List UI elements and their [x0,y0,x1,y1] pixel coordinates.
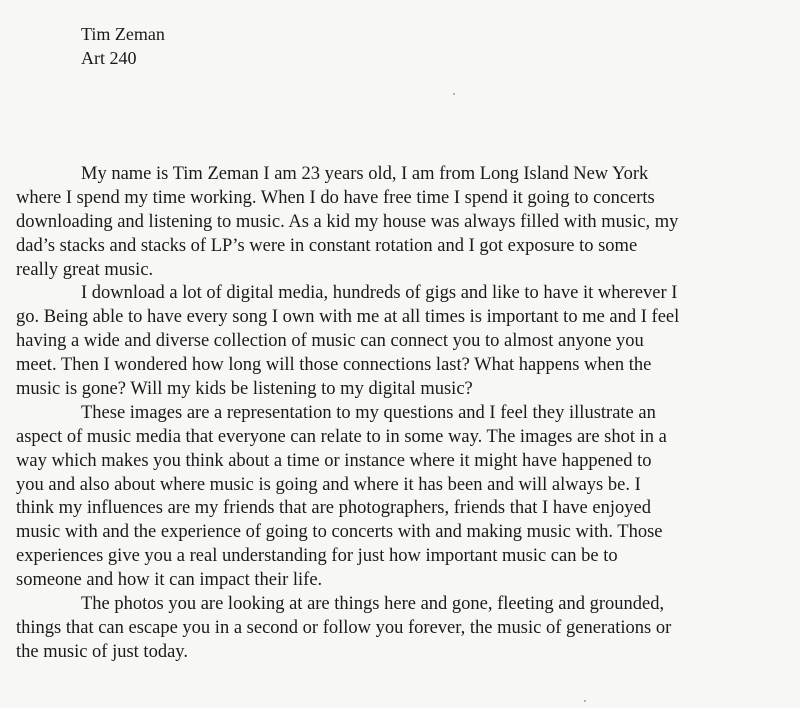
course-name: Art 240 [81,48,137,68]
author-name: Tim Zeman [81,24,165,44]
text-line: music is gone? Will my kids be listening to my digital music? [16,379,473,400]
text-line: having a wide and diverse collection of music can connect you to almost anyone you [16,331,644,352]
text-line: go. Being able to have every song I own with me at all times is important to me and I feel [16,307,680,328]
text-line: dad’s stacks and stacks of LP’s were in constant rotation and I got exposure to some [16,235,638,256]
text-line: someone and how it can impact their life. [16,570,323,591]
text-line: My name is Tim Zeman I am 23 years old, I am from Long Island New York [81,164,649,184]
text-line: music with and the experience of going to concerts with and making music with. Those [16,522,663,543]
scan-speck [584,700,586,702]
text-line: where I spend my time working. When I do have free time I spend it going to concerts [16,187,655,208]
text-line: you and also about where music is going and where it has been and will always be. I [16,474,641,495]
text-line: The photos you are looking at are things here and gone, fleeting and grounded, [81,594,665,615]
text-line: aspect of music media that everyone can relate to in some way. The images are shot in a [16,426,667,447]
text-line: way which makes you think about a time or instance where it might have happened to [16,450,652,471]
document-header [81,22,165,70]
text-line: things that can escape you in a second or follow you forever, the music of generations or [16,617,672,638]
text-line: think my influences are my friends that are photographers, friends that I have enjoyed [16,498,651,519]
text-line: meet. Then I wondered how long will those connections last? What happens when the [16,355,652,376]
text-line: experiences give you a real understanding for just how important music can be to [16,546,618,567]
essay-body [16,163,796,665]
scan-speck [453,93,455,95]
text-line: downloading and listening to music. As a kid my house was always filled with music, my [16,211,679,232]
text-line: the music of just today. [16,641,188,662]
text-line: These images are a representation to my questions and I feel they illustrate an [81,402,656,423]
text-line: I download a lot of digital media, hundreds of gigs and like to have it wherever I [81,283,678,304]
text-line: really great music. [16,259,154,280]
